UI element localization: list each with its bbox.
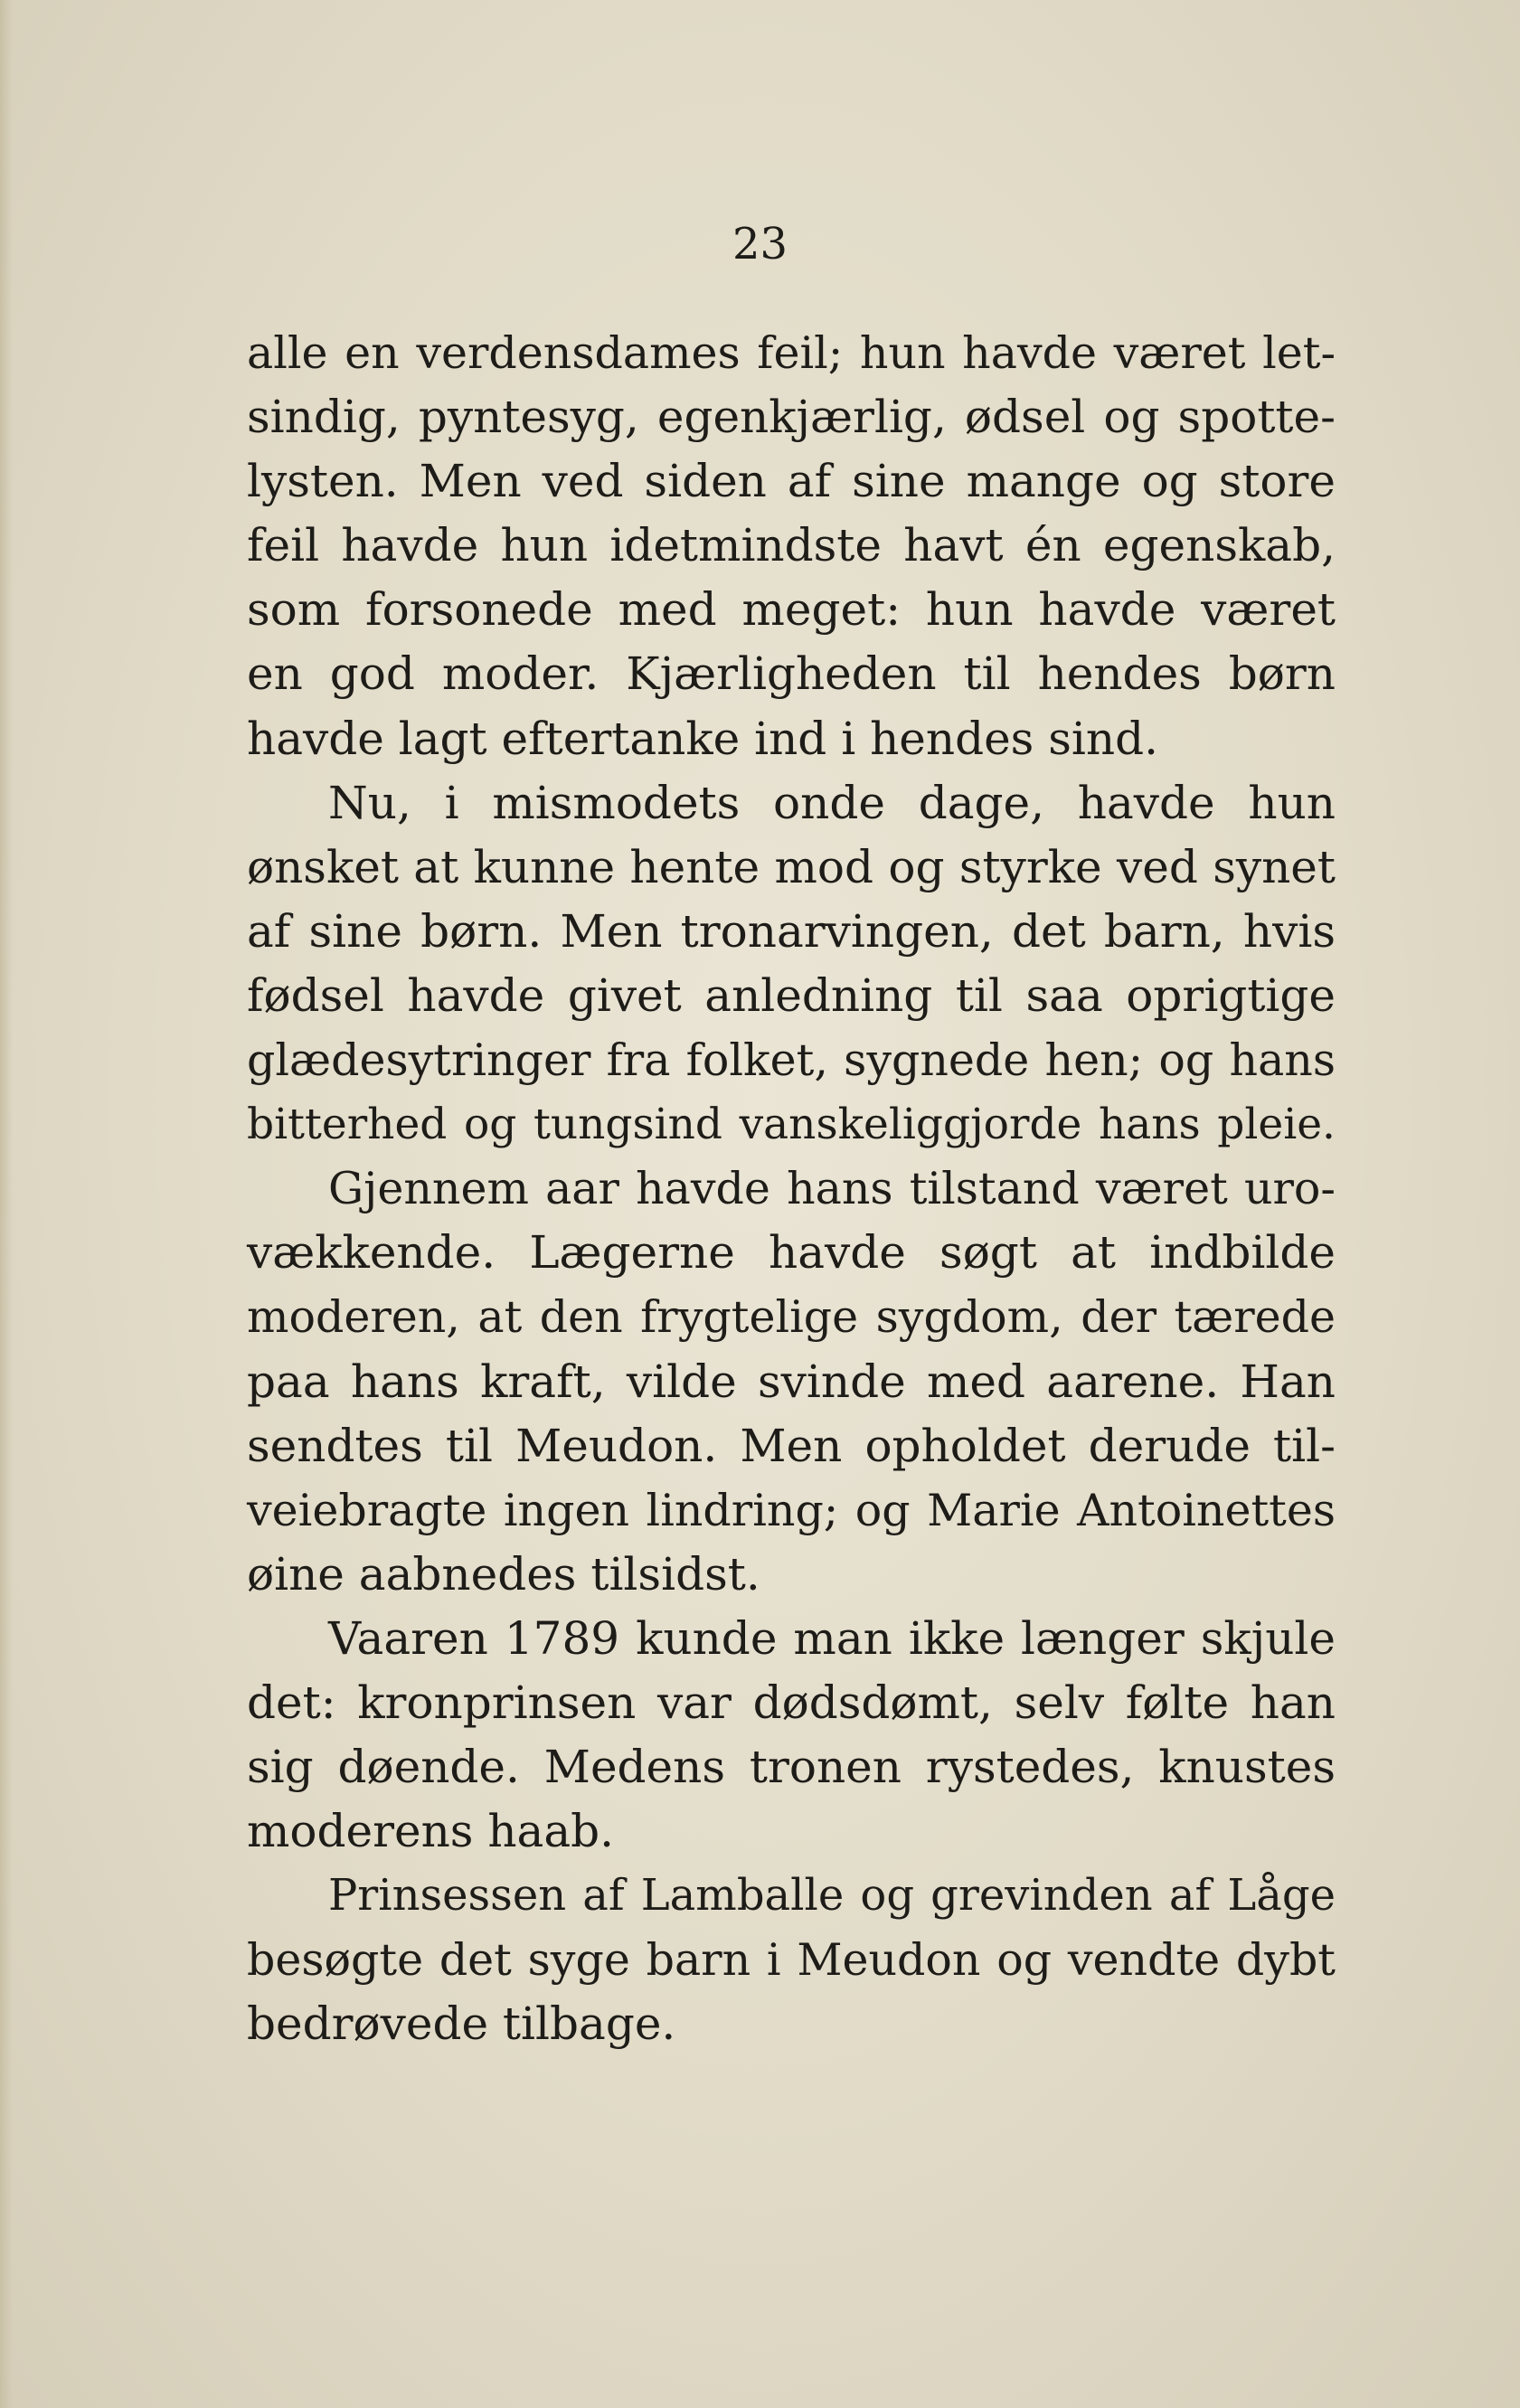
text-line: moderen, at den frygtelige sygdom, der tærede — [247, 1291, 1336, 1344]
text-line: fødsel havde givet anledning til saa oprigtige — [247, 968, 1336, 1022]
text-line: af sine børn. Men tronarvingen, det barn, hvis — [247, 904, 1336, 958]
text-line: sig døende. Medens tronen rystedes, knustes — [247, 1741, 1336, 1794]
text-line: sindig, pyntesyg, egenkjærlig, ødsel og spotte- — [247, 391, 1336, 444]
text-line: Nu, i mismodets onde dage, havde hun — [328, 776, 1336, 829]
text-line: bitterhed og tungsind vanskeliggjorde hans pleie. — [247, 1100, 1336, 1150]
page-edge-shadow — [0, 0, 13, 2408]
text-line: Gjennem aar havde hans tilstand været uro- — [328, 1163, 1336, 1215]
text-line: Vaaren 1789 kunde man ikke længer skjule — [328, 1611, 1336, 1665]
text-line: øine aabnedes tilsidst. — [247, 1547, 760, 1601]
page-number: 23 — [732, 219, 788, 269]
text-line: Prinsessen af Lamballe og grevinden af Låge — [328, 1870, 1336, 1922]
text-line: paa hans kraft, vilde svinde med aarene. Han — [247, 1355, 1336, 1408]
text-line: som forsonede med meget: hun havde været — [247, 583, 1336, 637]
text-line: sendtes til Meudon. Men opholdet derude til- — [247, 1419, 1336, 1472]
text-line: en god moder. Kjærligheden til hendes børn — [247, 647, 1336, 701]
text-line: glædesytringer fra folket, sygnede hen; og hans — [247, 1034, 1336, 1087]
text-line: vækkende. Lægerne havde søgt at indbilde — [247, 1226, 1336, 1280]
text-line: ønsket at kunne hente mod og styrke ved synet — [247, 840, 1336, 893]
text-line: moderens haab. — [247, 1805, 615, 1858]
text-line: besøgte det syge barn i Meudon og vendte dybt — [247, 1934, 1336, 1987]
text-line: alle en verdensdames feil; hun havde været let- — [247, 327, 1336, 379]
text-line: det: kronprinsen var dødsdømt, selv følte han — [247, 1676, 1336, 1729]
body-text — [247, 321, 1336, 2057]
text-line: lysten. Men ved siden af sine mange og store — [247, 455, 1336, 508]
text-line: feil havde hun idetmindste havt én egenskab, — [247, 519, 1336, 572]
text-line: veiebragte ingen lindring; og Marie Antoinettes — [247, 1484, 1336, 1536]
text-line: bedrøvede tilbage. — [247, 1997, 676, 2051]
text-line: havde lagt eftertanke ind i hendes sind. — [247, 712, 1158, 765]
